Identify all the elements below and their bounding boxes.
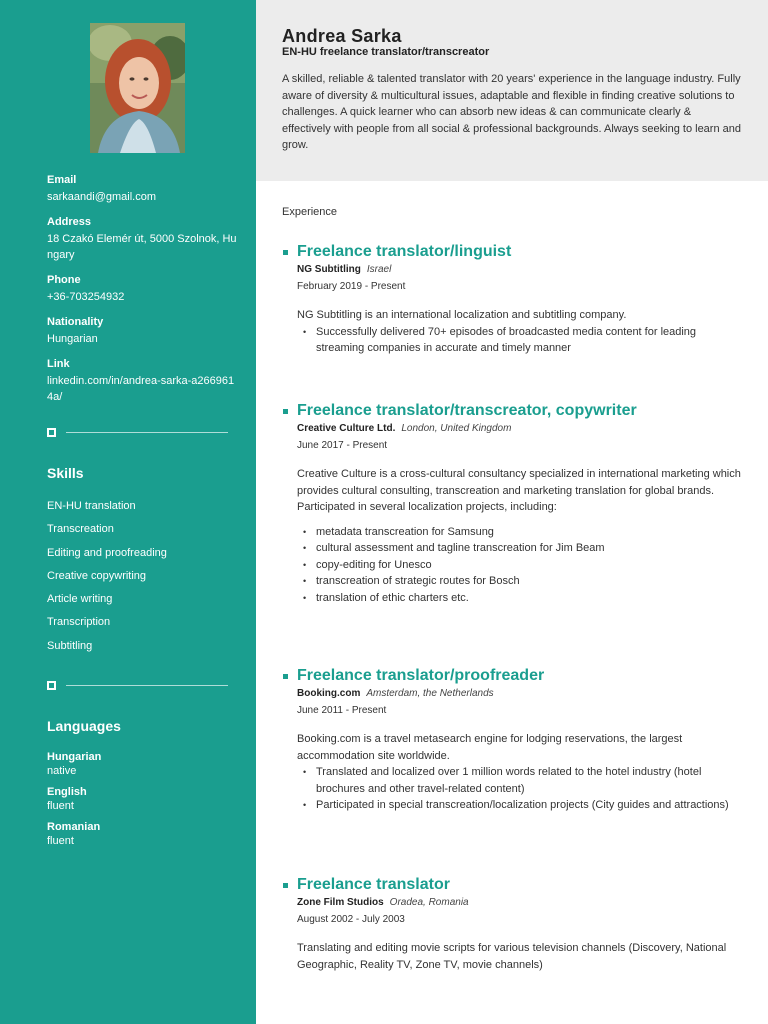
language-level: native (47, 765, 77, 777)
nationality-value: Hungarian (47, 333, 98, 345)
job-dates: June 2011 - Present (297, 705, 387, 716)
job-description-text: NG Subtitling is an international localization and subtitling company. (297, 309, 627, 321)
section-divider (47, 681, 228, 691)
language-item (47, 751, 101, 778)
job-position-text: Freelance translator/transcreator, copywriter (297, 402, 637, 419)
job-description (297, 731, 743, 764)
job-title-heading: EN-HU freelance translator/transcreator (282, 46, 490, 58)
company-name: NG Subtitling (297, 264, 361, 275)
experience-entry (283, 666, 743, 814)
language-level: fluent (47, 800, 74, 812)
square-bullet-icon (283, 250, 288, 255)
job-description (297, 466, 743, 516)
list-item: • metadata transcreation for Samsung (297, 524, 743, 541)
language-name: Hungarian (47, 751, 102, 763)
list-item: • translation of ethic charters etc. (297, 590, 743, 607)
company-location: Oradea, Romania (389, 897, 469, 908)
list-item: • Successfully delivered 70+ episodes of broadcasted media content for leading streaming companies in accurate and timely manner (297, 324, 743, 357)
company-location: Israel (366, 264, 392, 275)
job-bullets (297, 764, 743, 814)
language-item (47, 786, 101, 813)
skill-item: Transcreation (47, 523, 114, 536)
sidebar (0, 0, 256, 1024)
square-icon (47, 681, 56, 690)
job-position (283, 401, 743, 421)
company-name: Booking.com (297, 688, 361, 699)
job-dates: June 2017 - Present (297, 440, 388, 451)
job-bullets (297, 324, 743, 357)
list-item: • Translated and localized over 1 million words related to the hotel industry (hotel brochures and other travel-related content) (297, 764, 743, 797)
square-icon (47, 428, 56, 437)
language-name: English (47, 786, 87, 798)
email-value[interactable]: sarkaandi@gmail.com (47, 191, 156, 203)
job-description (297, 307, 743, 324)
skill-item: Transcription (47, 616, 111, 629)
experience-entry (283, 242, 743, 357)
list-item: • cultural assessment and tagline transcreation for Jim Beam (297, 540, 743, 557)
person-name: Andrea Sarka (282, 26, 402, 46)
job-description-text: Participated in several localization projects, including: (297, 501, 557, 513)
portrait-image (90, 23, 185, 153)
job-dates: August 2002 - July 2003 (297, 914, 405, 925)
phone-value[interactable]: +36-703254932 (47, 291, 125, 303)
job-position (283, 242, 743, 262)
language-item (47, 821, 101, 848)
language-level: fluent (47, 835, 74, 847)
nationality-label: Nationality (47, 316, 104, 328)
skill-item: EN-HU translation (47, 500, 136, 512)
job-company-line (297, 421, 743, 437)
experience-label: Experience (282, 206, 338, 218)
experience-entry (283, 401, 743, 606)
address-label: Address (47, 216, 92, 228)
profile-summary: A skilled, reliable & talented translator with 20 years' experience in the language industry. Fully aware of diversity & multicultural issues, adaptable and flexible in finding creative solutions to challenges. A quick learner who can absorb new ideas & can communicate clearly & effectively with people from all social & professional backgrounds. Always seeking to learn and grow. (282, 73, 741, 151)
languages-list (47, 751, 101, 856)
email-label: Email (47, 174, 77, 186)
job-position-text: Freelance translator (297, 876, 450, 893)
language-name: Romanian (47, 821, 101, 833)
divider-line (66, 432, 228, 433)
contact-info (47, 174, 237, 405)
skill-item: Article writing (47, 593, 113, 606)
profile-photo (90, 23, 185, 153)
languages-heading: Languages (47, 718, 121, 734)
company-location: Amsterdam, the Netherlands (366, 688, 494, 699)
divider-line (66, 685, 228, 686)
section-divider (47, 428, 228, 438)
job-position-text: Freelance translator/proofreader (297, 667, 545, 684)
company-name: Creative Culture Ltd. (297, 423, 396, 434)
job-dates: February 2019 - Present (297, 281, 406, 292)
job-company-line (297, 262, 743, 278)
company-name: Zone Film Studios (297, 897, 384, 908)
job-bullets (297, 524, 743, 607)
skills-list (47, 499, 167, 662)
square-bullet-icon (283, 674, 288, 679)
job-position (283, 875, 743, 895)
job-position (283, 666, 743, 686)
job-description-text: Booking.com is a travel metasearch engine for lodging reservations, the largest accommodation site worldwide. (297, 733, 683, 762)
phone-label: Phone (47, 274, 81, 286)
company-location: London, United Kingdom (401, 423, 512, 434)
job-company-line (297, 686, 743, 702)
job-description-text: Translating and editing movie scripts for various television channels (Discovery, National Geographic, Reality TV, Zone TV, movie channels) (297, 942, 727, 971)
square-bullet-icon (283, 883, 288, 888)
list-item: • copy-editing for Unesco (297, 557, 743, 574)
list-item: • transcreation of strategic routes for Bosch (297, 573, 743, 590)
linkedin-link[interactable]: linkedin.com/in/andrea-sarka-a2669614a/ (47, 375, 235, 403)
skill-item: Creative copywriting (47, 569, 147, 582)
job-description (297, 940, 743, 973)
job-position-text: Freelance translator/linguist (297, 243, 512, 260)
experience-entry (283, 875, 743, 973)
job-description-text: Creative Culture is a cross-cultural consultancy specialized in international marketing which provides cultural consulting, transcreation and marketing translation for global brands. (297, 468, 741, 497)
square-bullet-icon (283, 409, 288, 414)
link-label: Link (47, 358, 70, 370)
skill-item: Subtitling (47, 639, 93, 652)
skill-item: Editing and proofreading (47, 546, 167, 559)
job-company-line (297, 895, 743, 911)
skills-heading: Skills (47, 465, 84, 481)
list-item: • Participated in special transcreation/localization projects (City guides and attractions) (297, 797, 743, 814)
address-value: 18 Czakó Elemér út, 5000 Szolnok, Hungary (47, 233, 237, 261)
